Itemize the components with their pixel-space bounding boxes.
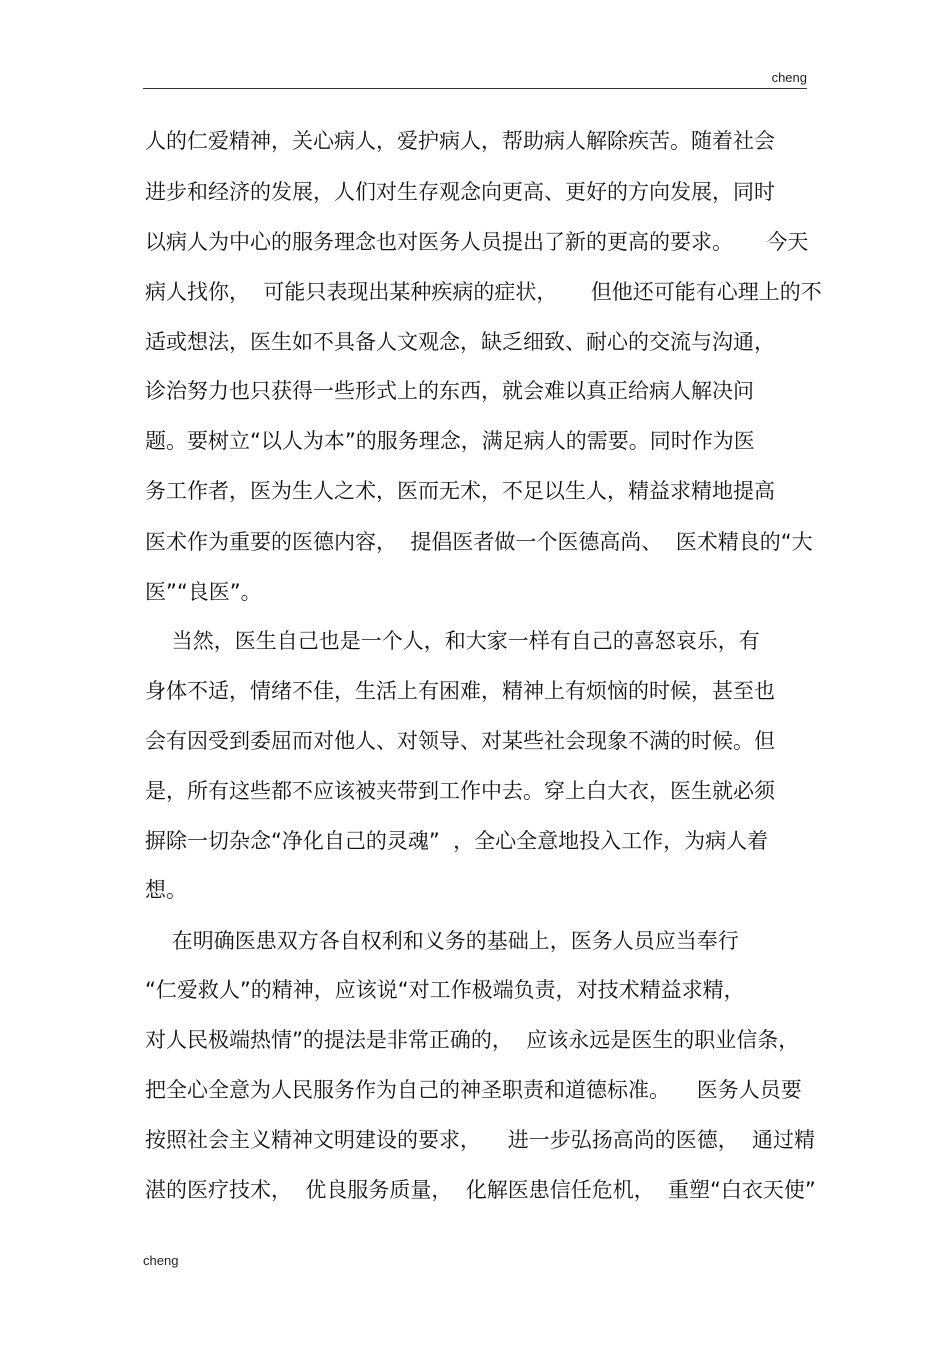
page-header: cheng [771, 70, 807, 85]
body-line: 摒除一切杂念“净化自己的灵魂” ，全心全意地投入工作，为病人着 [145, 829, 769, 853]
body-line: 题。要树立“以人为本”的服务理念，满足病人的需要。同时作为医 [145, 429, 755, 453]
body-line: 医”“良医”。 [145, 580, 262, 604]
body-line: 是，所有这些都不应该被夹带到工作中去。穿上白大衣，医生就必须 [145, 779, 775, 803]
header-divider [143, 88, 807, 89]
body-line: 对人民极端热情”的提法是非常正确的， 应该永远是医生的职业信条， [145, 1028, 800, 1052]
body-line: 身体不适，情绪不佳，生活上有困难，精神上有烦恼的时候，甚至也 [145, 679, 775, 703]
body-line: 在明确医患双方各自权利和义务的基础上，医务人员应当奉行 [145, 929, 739, 953]
body-line: 以病人为中心的服务理念也对医务人员提出了新的更高的要求。 今天 [145, 230, 809, 254]
body-line: 想。 [145, 878, 187, 902]
body-line: 诊治努力也只获得一些形式上的东西，就会难以真正给病人解决问 [145, 379, 754, 403]
body-line: 当然，医生自己也是一个人，和大家一样有自己的喜怒哀乐，有 [145, 629, 760, 653]
body-line: 按照社会主义精神文明建设的要求， 进一步弘扬高尚的医德， 通过精 [145, 1128, 816, 1152]
body-line: “仁爱救人”的精神，应该说“对工作极端负责，对技术精益求精， [145, 978, 745, 1002]
body-line: 医术作为重要的医德内容， 提倡医者做一个医德高尚、 医术精良的“大 [145, 530, 813, 554]
body-line: 把全心全意为人民服务作为自己的神圣职责和道德标准。 医务人员要 [145, 1078, 802, 1102]
page-footer: cheng [143, 1253, 179, 1268]
body-line: 人的仁爱精神，关心病人，爱护病人，帮助病人解除疾苦。随着社会 [145, 129, 775, 153]
body-line: 进步和经济的发展，人们对生存观念向更高、更好的方向发展，同时 [145, 180, 775, 204]
body-line: 会有因受到委屈而对他人、对领导、对某些社会现象不满的时候。但 [145, 729, 775, 753]
body-line: 适或想法，医生如不具备人文观念，缺乏细致、耐心的交流与沟通， [145, 330, 775, 354]
body-line: 病人找你， 可能只表现出某种疾病的症状， 但他还可能有心理上的不 [145, 280, 822, 304]
body-line: 务工作者，医为生人之术，医而无术，不足以生人，精益求精地提高 [145, 479, 775, 503]
body-line: 湛的医疗技术， 优良服务质量， 化解医患信任危机， 重塑“白衣天使” [145, 1178, 816, 1202]
